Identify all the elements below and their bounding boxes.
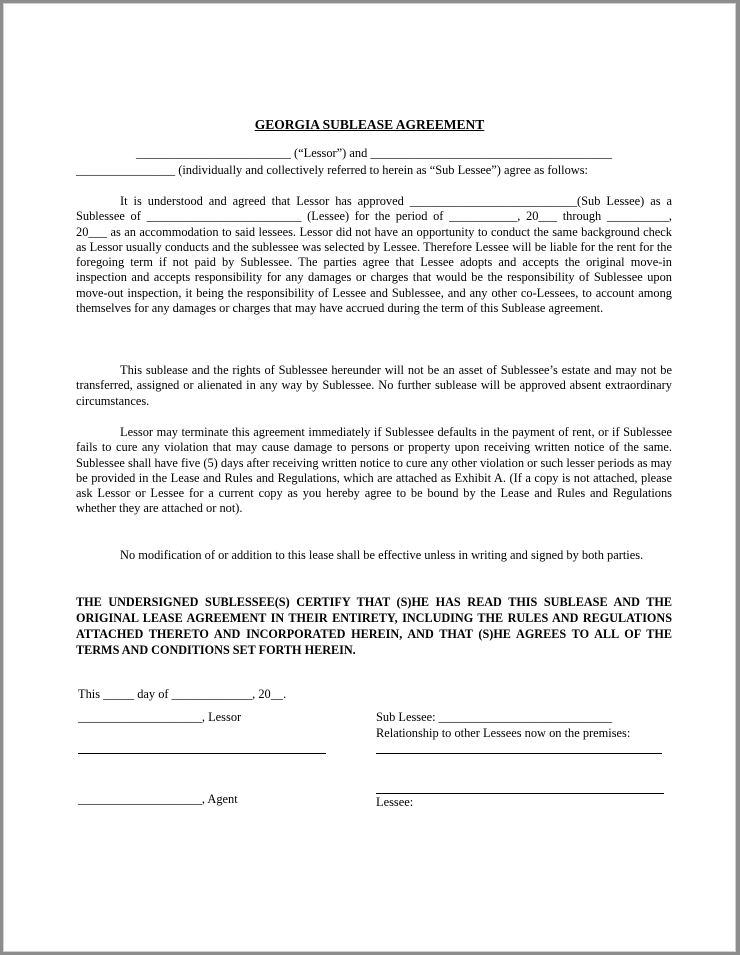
agent-signature-line: ____________________, Agent: [78, 792, 238, 806]
document-page: [3, 3, 736, 952]
paragraph-modification: No modification of or addition to this lease shall be effective unless in writing and signed by both parties.: [120, 548, 644, 562]
relationship-label: Relationship to other Lessees now on the premises:: [376, 726, 631, 740]
date-line: This _____ day of _____________, 20__.: [78, 687, 287, 701]
paragraph-termination: Lessor may terminate this agreement immediately if Sublessee defaults in the payment of rent, or if Sublessee fails to cure any violation that may cause damage to persons or property upon receiving written notice of the same. Sublessee shall have five (5) days after receiving written notice to cure any other violation or such lesser periods as may be provided in the Lease and Rules and Regulations, which are attached as Exhibit A. (If a copy is not attached, please ask Lessor or Lessee for a current copy as you hereby agree to be bound by the Lease and Rules and Regulations whether they are attached or not).: [76, 425, 672, 516]
paragraph-approval: It is understood and agreed that Lessor has approved ___________________________(Sub Lessee) as a Sublessee of _________________________ (Lessee) for the period of ___________, 20___ through __________, 20___ as an accommodation to said lessees. Lessor did not have an opportunity to conduct the same background check as Lessor usually conducts and the sublessee was selected by Lessee. Therefore Lessee will be liable for the rent for the foregoing term if not paid by Sublessee. The parties agree that Lessee adopts and accepts the original move-in inspection and accepts responsibility for any damages or charges that would be the responsibility of Sublessee upon move-out inspection, it being the responsibility of Lessee and Sublessee, and any other co-Lessees, to account among themselves for any damages or charges that may have accrued during the term of this Sublease agreement.: [76, 194, 672, 316]
sub-lessee-signature-line: Sub Lessee: ____________________________: [376, 710, 613, 724]
paragraph-assignment: This sublease and the rights of Sublessee hereunder will not be an asset of Sublessee’s estate and may not be transferred, assigned or alienated in any way by Sublessee. No further sublease will be approved absent extraordinary circumstances.: [76, 363, 672, 408]
lessee-label: Lessee:: [376, 795, 414, 809]
certification-statement: THE UNDERSIGNED SUBLESSEE(S) CERTIFY THAT (S)HE HAS READ THIS SUBLEASE AND THE ORIGINAL LEASE AGREEMENT IN THEIR ENTIRETY, INCLUDING THE RULES AND REGULATIONS ATTACHED THERETO AND INCORPORATED HEREIN, AND THAT (S)HE AGREES TO ALL OF THE TERMS AND CONDITIONS SET FORTH HEREIN.: [76, 595, 672, 657]
document-title: GEORGIA SUBLEASE AGREEMENT: [254, 117, 485, 132]
lessee-signature-rule: [376, 793, 664, 794]
lessor-signature-line: ____________________, Lessor: [78, 710, 242, 724]
lessor-extra-signature-rule: [78, 753, 326, 754]
intro-parties-line: _________________________ (“Lessor”) and _______________________________________: [136, 146, 612, 160]
intro-agreement-line: ________________ (individually and collectively referred to herein as “Sub Lessee”) agree as follows:: [76, 163, 588, 177]
relationship-rule: [376, 753, 662, 754]
